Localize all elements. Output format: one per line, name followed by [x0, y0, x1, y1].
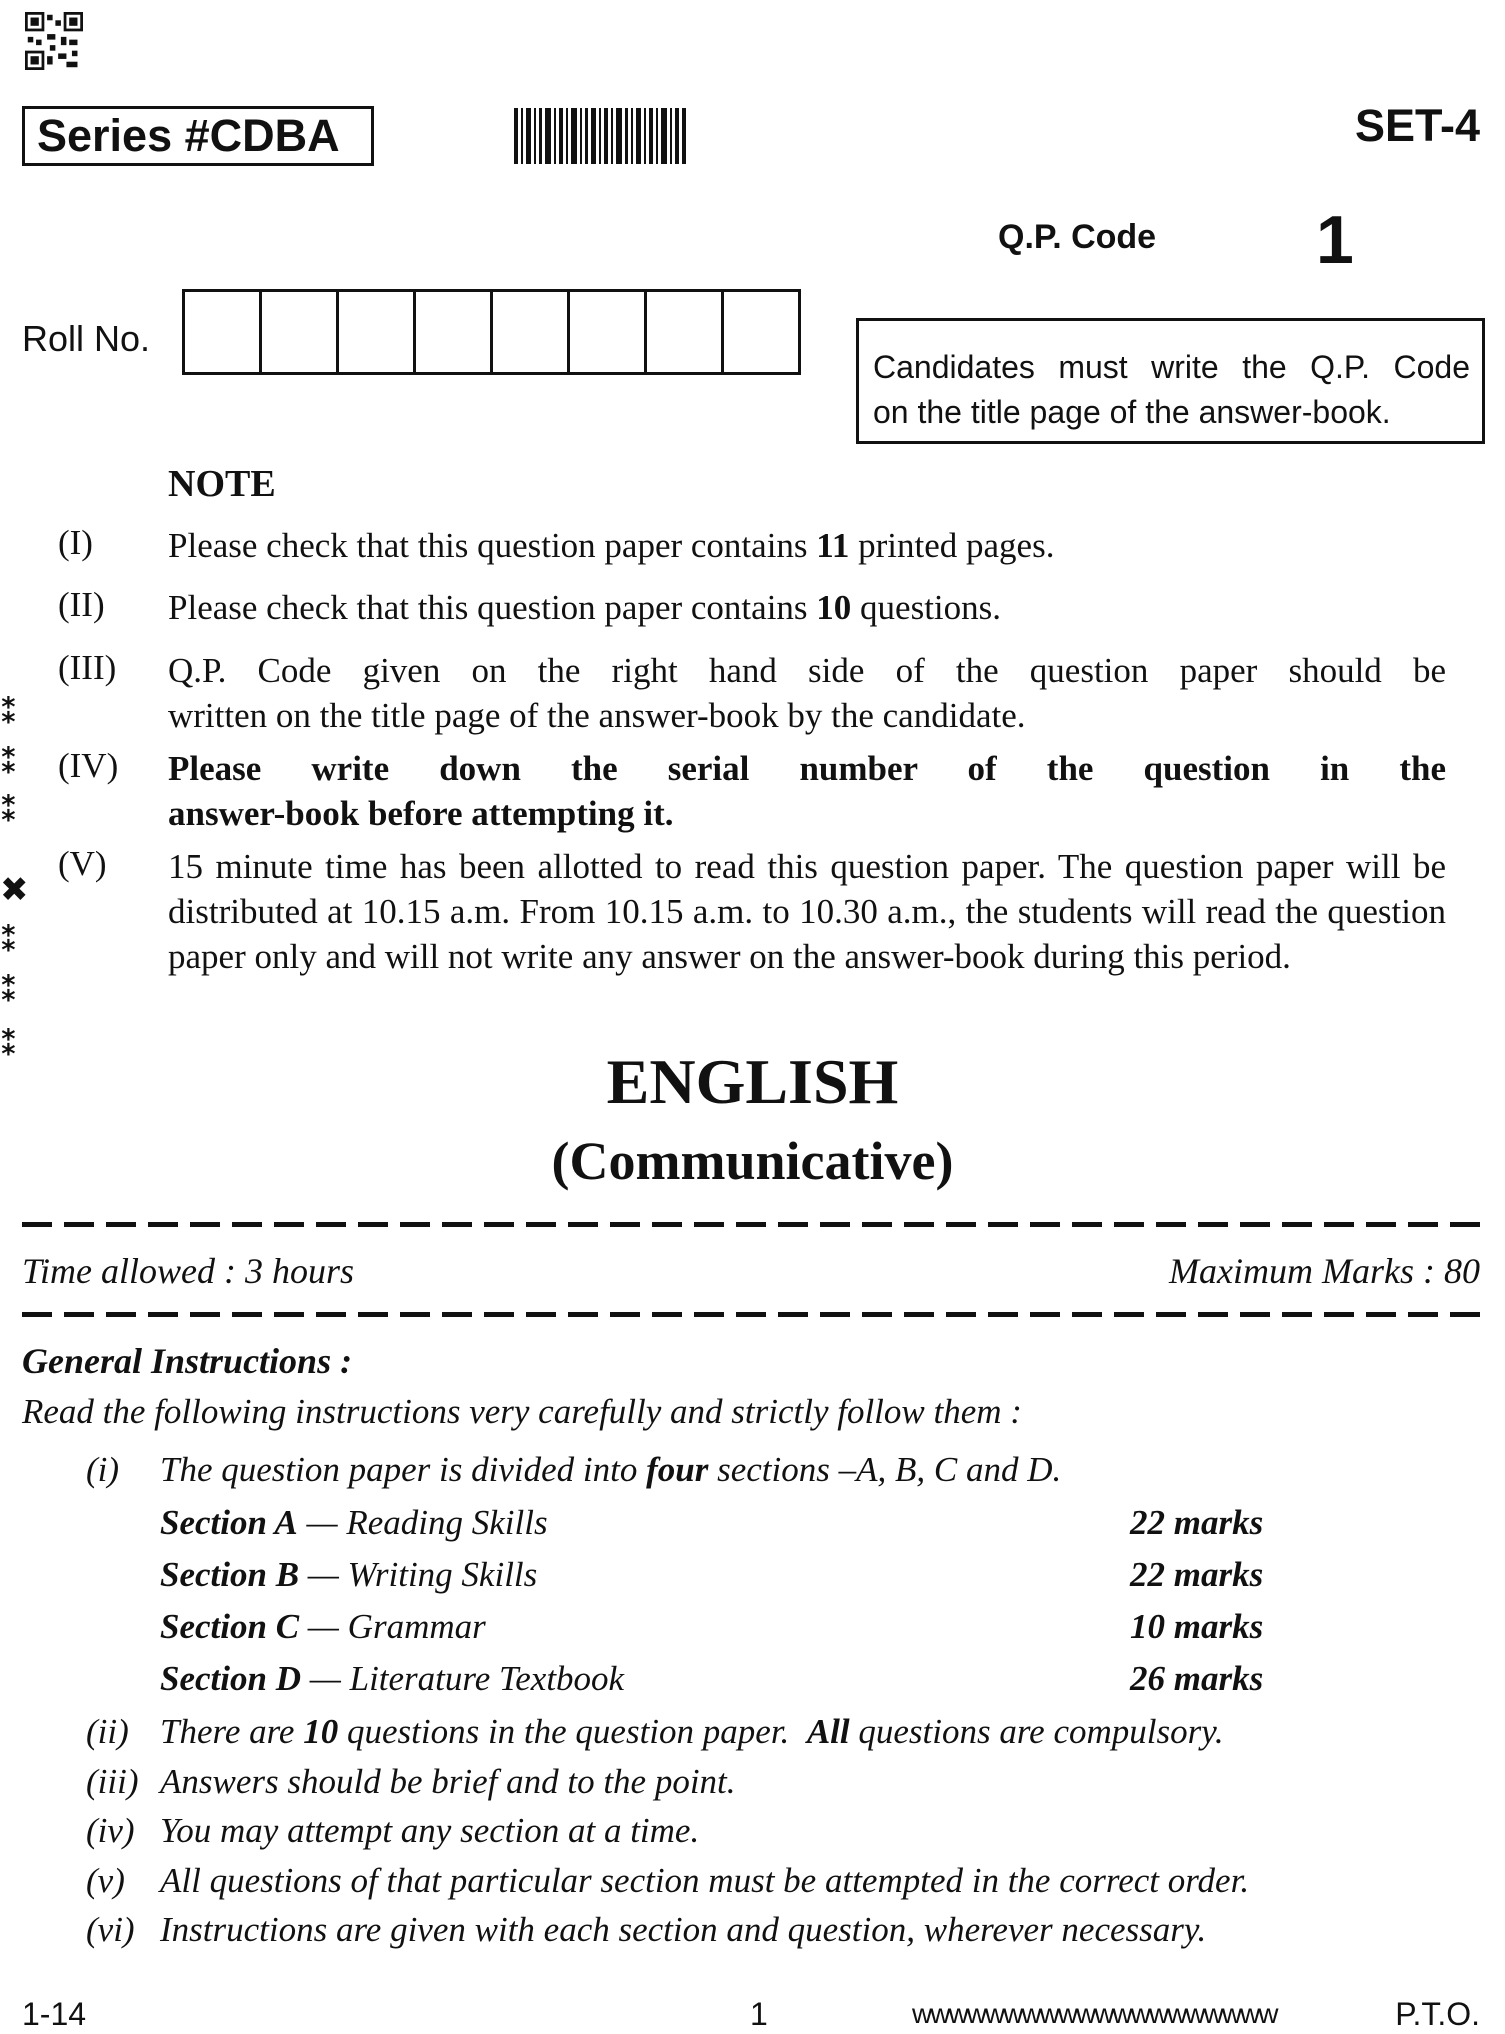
- section-marks: 22 marks: [1130, 1503, 1264, 1542]
- instruction-number: (iii): [86, 1762, 139, 1801]
- note-number: (II): [58, 585, 105, 624]
- margin-mark-icon: ⁑: [0, 971, 18, 1009]
- roll-number-digit-box[interactable]: [336, 292, 413, 372]
- please-turn-over: P.T.O.: [1395, 1996, 1480, 2032]
- roll-number-digit-box[interactable]: [644, 292, 721, 372]
- instruction-text: There are 10 questions in the question paper. All questions are compulsory.: [160, 1712, 1224, 1751]
- qp-code-label: Q.P. Code: [998, 218, 1157, 256]
- dashed-divider: [22, 1312, 1485, 1317]
- dashed-divider: [22, 1222, 1485, 1227]
- page-code: 1-14: [22, 1996, 87, 2032]
- roll-number-digit-box[interactable]: [721, 292, 798, 372]
- subject-subtitle: (Communicative): [551, 1131, 954, 1191]
- note-number: (IV): [58, 746, 119, 785]
- qr-code-icon: [24, 12, 84, 70]
- margin-mark-icon: ⁑: [0, 743, 18, 781]
- instruction-text: Instructions are given with each section and question, wherever necessary.: [160, 1910, 1207, 1949]
- section-name: Section C — Grammar: [160, 1607, 486, 1646]
- roll-number-boxes[interactable]: [182, 289, 801, 375]
- qp-code-value: 1: [1316, 202, 1354, 278]
- instruction-number: (iv): [86, 1811, 135, 1850]
- candidate-notice-box: [856, 318, 1485, 444]
- note-text-line: written on the title page of the answer-book by the candidate.: [168, 696, 1026, 735]
- roll-number-digit-box[interactable]: [185, 292, 259, 372]
- section-marks: 26 marks: [1130, 1659, 1264, 1698]
- note-text: Please check that this question paper contains 11 printed pages.: [168, 526, 1055, 565]
- section-marks: 22 marks: [1130, 1555, 1264, 1594]
- note-text-line: Please write down the serial number of the question in the: [168, 749, 1446, 788]
- margin-mark-icon: ✖: [0, 871, 29, 909]
- roll-number-digit-box[interactable]: [490, 292, 567, 372]
- note-number: (III): [58, 648, 117, 687]
- time-allowed: Time allowed : 3 hours: [22, 1251, 355, 1291]
- note-text: 15 minute time has been allotted to read this question paper. The question paper will be distributed at 10.15 a.m. From 10.15 a.m. to 10.30 a.m., the students will read the question paper only and will not write any answer on the answer-book during this period.: [168, 847, 1446, 976]
- instruction-text: Answers should be brief and to the point.: [160, 1762, 736, 1801]
- margin-mark-icon: ⁑: [0, 1025, 18, 1063]
- roll-number-digit-box[interactable]: [413, 292, 490, 372]
- note-text-line: answer-book before attempting it.: [168, 794, 674, 833]
- roll-number-label: Roll No.: [22, 318, 151, 359]
- series-code: Series #CDBA: [22, 106, 374, 166]
- roll-number-digit-box[interactable]: [259, 292, 336, 372]
- candidate-notice-line: on the title page of the answer-book.: [873, 394, 1391, 430]
- instruction-text: You may attempt any section at a time.: [160, 1811, 700, 1850]
- section-name: Section A — Reading Skills: [160, 1503, 548, 1542]
- set-number: SET-4: [1354, 100, 1480, 151]
- general-instructions-heading: General Instructions :: [22, 1341, 353, 1381]
- wave-decoration: wwwwwwwwwwwwwwwwwwww: [912, 1998, 1277, 2029]
- page-number: 1: [750, 1996, 768, 2032]
- note-text: Please check that this question paper contains 10 questions.: [168, 588, 1002, 627]
- section-marks: 10 marks: [1130, 1607, 1264, 1646]
- instruction-number: (ii): [86, 1712, 129, 1751]
- margin-mark-icon: ⁑: [0, 791, 18, 829]
- roll-number-digit-box[interactable]: [567, 292, 644, 372]
- section-name: Section B — Writing Skills: [160, 1555, 538, 1594]
- barcode-icon: [514, 108, 686, 164]
- instruction-text: The question paper is divided into four sections –A, B, C and D.: [160, 1450, 1062, 1489]
- general-instructions-intro: Read the following instructions very carefully and strictly follow them :: [22, 1392, 1022, 1431]
- note-number: (I): [58, 523, 93, 562]
- section-name: Section D — Literature Textbook: [160, 1659, 625, 1698]
- instruction-number: (i): [86, 1450, 120, 1489]
- instruction-number: (vi): [86, 1910, 135, 1949]
- subject-title: ENGLISH: [606, 1046, 899, 1117]
- margin-mark-icon: ⁑: [0, 693, 18, 731]
- note-text-line: Q.P. Code given on the right hand side of the question paper should be: [168, 651, 1446, 690]
- candidate-notice-line: Candidates must write the Q.P. Code: [873, 349, 1470, 385]
- note-number: (V): [58, 844, 107, 883]
- instruction-text: All questions of that particular section must be attempted in the correct order.: [160, 1861, 1250, 1900]
- maximum-marks: Maximum Marks : 80: [1169, 1251, 1480, 1291]
- margin-mark-icon: ⁑: [0, 921, 18, 959]
- note-heading: NOTE: [168, 463, 276, 505]
- instruction-number: (v): [86, 1861, 125, 1900]
